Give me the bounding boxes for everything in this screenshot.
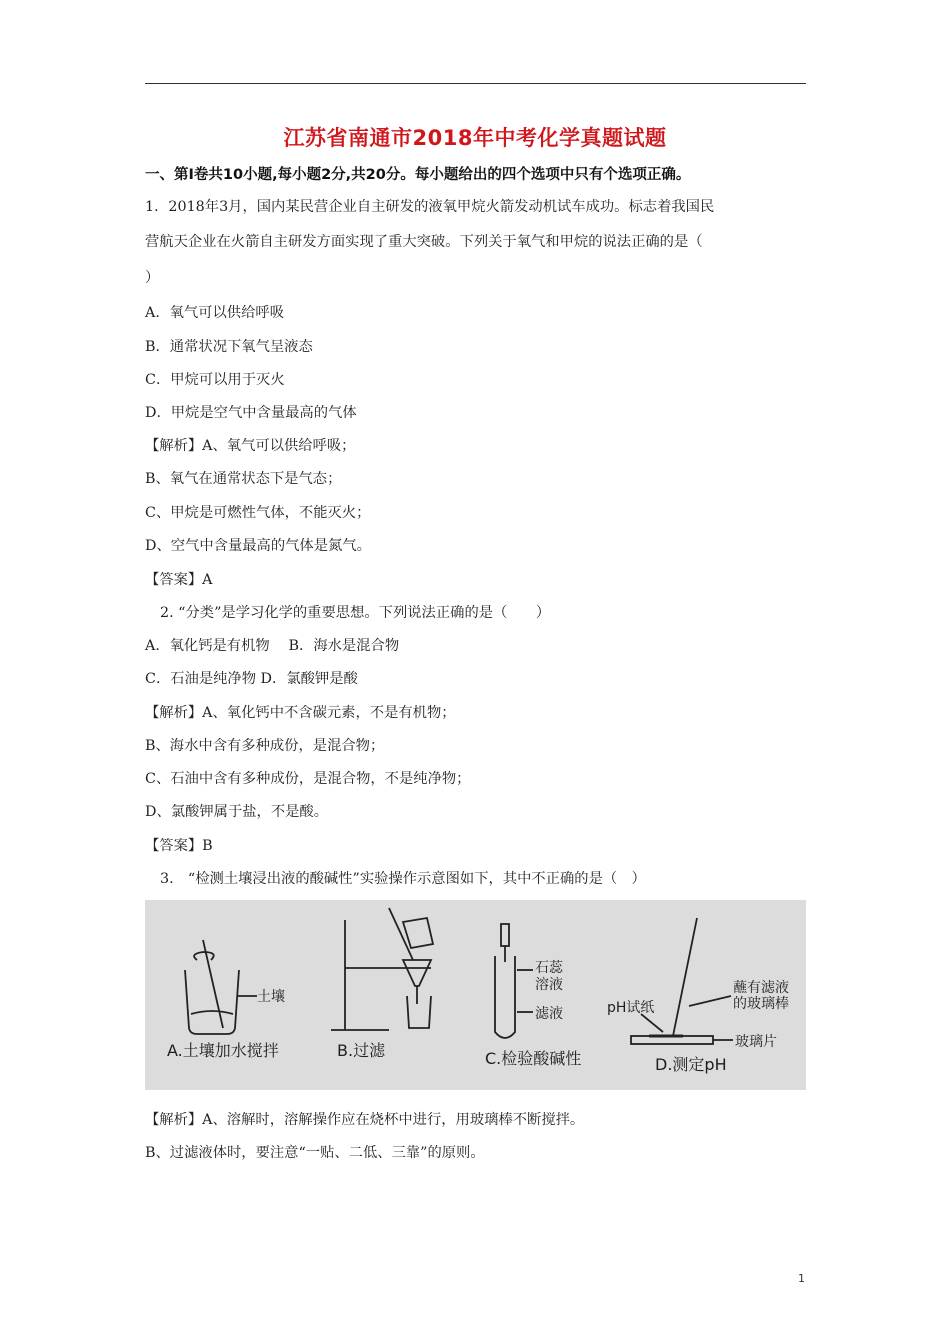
document-title: 江苏省南通市2018年中考化学真题试题 — [283, 126, 667, 150]
litmus-label-2: 溶液 — [535, 977, 563, 993]
answer-line: 【答案】A — [145, 572, 213, 588]
label-b: B.过滤 — [337, 1041, 386, 1060]
litmus-label-1: 石蕊 — [535, 960, 563, 976]
rod-label-1: 蘸有滤液 — [733, 980, 789, 996]
option-line: D．甲烷是空气中含量最高的气体 — [145, 405, 357, 421]
ph-test-apparatus — [631, 918, 733, 1044]
label-a: A.土壤加水搅拌 — [167, 1041, 279, 1060]
option-line: A．氧化钙是有机物 B．海水是混合物 — [145, 638, 400, 654]
analysis-line: D、氯酸钾属于盐，不是酸。 — [145, 804, 329, 820]
text-line: ） — [145, 270, 160, 286]
analysis-line: C、石油中含有多种成份，是混合物，不是纯净物； — [145, 771, 471, 787]
option-line: A．氧气可以供给呼吸 — [145, 305, 284, 321]
analysis-line: B、海水中含有多种成份，是混合物； — [145, 738, 385, 754]
option-line: C．石油是纯净物 D．氯酸钾是酸 — [145, 671, 358, 687]
answer-line: 【答案】B — [145, 838, 213, 854]
test-tube-apparatus — [495, 924, 533, 1038]
page-number: 1 — [798, 1272, 805, 1285]
text-line: 1．2018年3月，国内某民营企业自主研发的液氧甲烷火箭发动机试车成功。标志着我国民 — [145, 199, 715, 215]
analysis-line: B、过滤液体时，要注意“一贴、二低、三靠”的原则。 — [145, 1145, 485, 1161]
question-line: 2. “分类”是学习化学的重要思想。下列说法正确的是（ ） — [160, 605, 551, 621]
beaker-stirring-apparatus — [185, 940, 257, 1034]
rod-label-2: 的玻璃棒 — [733, 996, 789, 1012]
question-line: 3. “检测土壤浸出液的酸碱性”实验操作示意图如下，其中不正确的是（ ） — [160, 871, 646, 887]
option-line: B．通常状况下氧气呈液态 — [145, 339, 313, 355]
header-rule — [145, 83, 806, 84]
text-line: 营航天企业在火箭自主研发方面实现了重大突破。下列关于氧气和甲烷的说法正确的是（ — [145, 234, 703, 250]
experiment-diagram — [145, 900, 806, 1090]
option-line: C．甲烷可以用于灭火 — [145, 372, 285, 388]
label-c: C.检验酸碱性 — [485, 1049, 582, 1068]
experiment-figure — [145, 900, 806, 1090]
analysis-line: C、甲烷是可燃性气体，不能灭火； — [145, 505, 371, 521]
analysis-line: D、空气中含量最高的气体是氮气。 — [145, 538, 371, 554]
glass-label: 玻璃片 — [735, 1034, 777, 1050]
label-d: D.测定pH — [655, 1055, 727, 1074]
analysis-line: 【解析】A、溶解时，溶解操作应在烧杯中进行，用玻璃棒不断搅拌。 — [145, 1112, 585, 1128]
analysis-line: 【解析】A、氧气可以供给呼吸； — [145, 438, 356, 454]
soil-label: 土壤 — [257, 989, 285, 1005]
section-heading: 一、第Ⅰ卷共10小题,每小题2分,共20分。每小题给出的四个选项中只有个选项正确。 — [145, 167, 691, 183]
ph-paper-label: pH试纸 — [607, 1000, 655, 1016]
filtration-apparatus — [331, 908, 433, 1030]
analysis-line: 【解析】A、氧化钙中不含碳元素，不是有机物； — [145, 705, 456, 721]
analysis-line: B、氧气在通常状态下是气态； — [145, 471, 342, 487]
filtrate-label: 滤液 — [535, 1006, 563, 1022]
